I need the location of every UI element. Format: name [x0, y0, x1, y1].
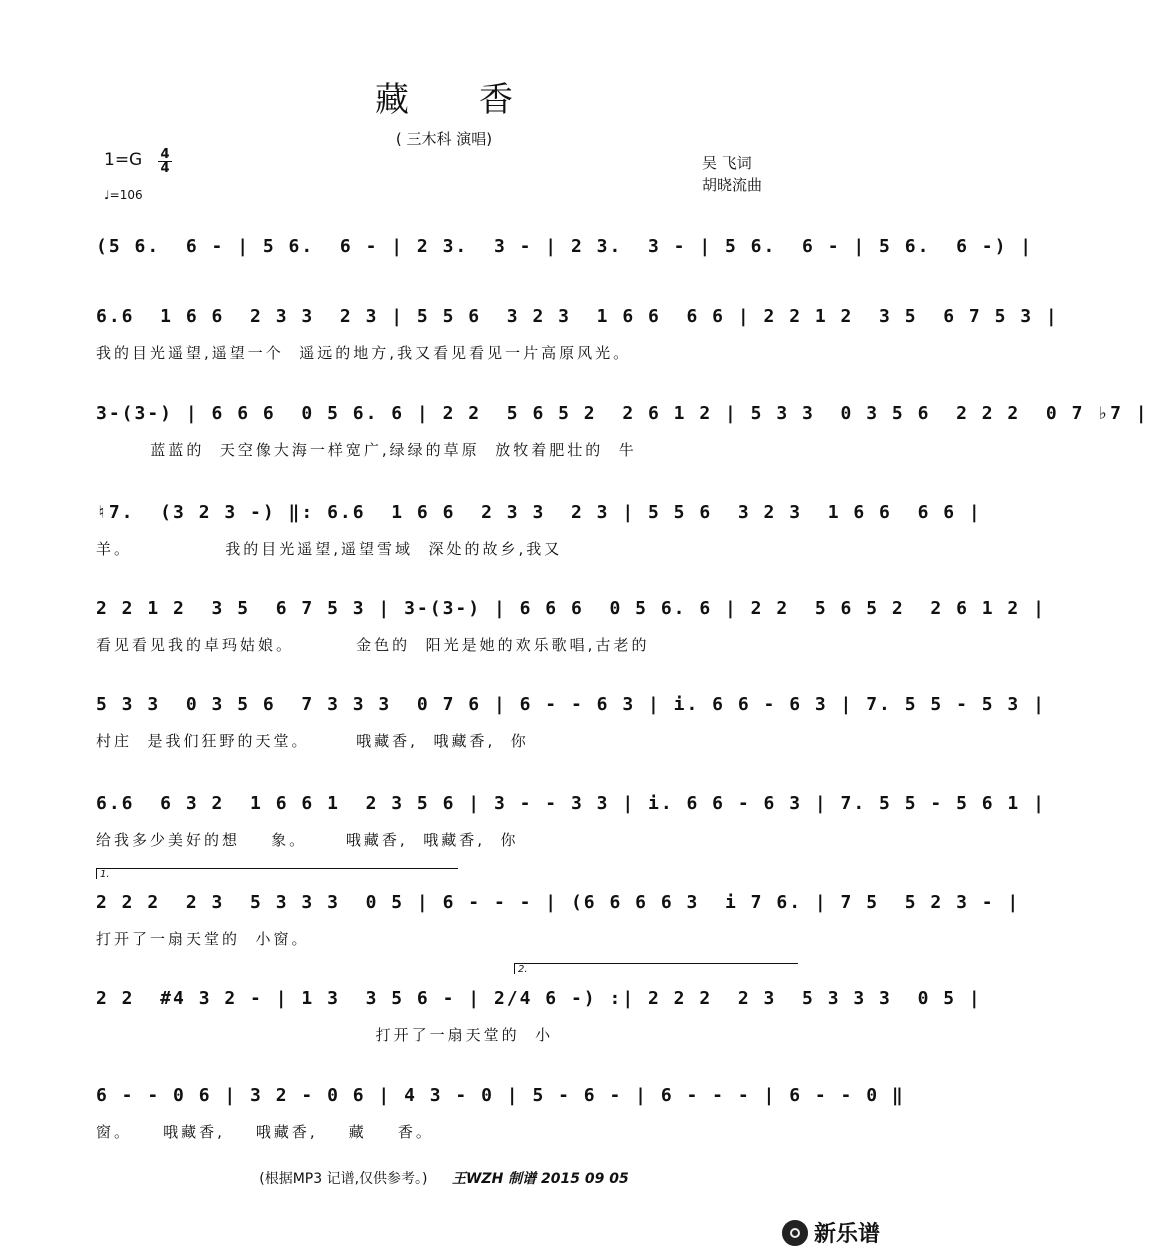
- performer-note: ( 三木科 演唱): [395, 130, 493, 148]
- song-title: 藏香: [375, 80, 583, 120]
- score-row-2: [96, 306, 1059, 362]
- score-row-3: [96, 403, 1149, 459]
- notation-line: 2 2 2 2 3 5 3 3 3 0 5 | 6 - - - | (6 6 6 6 3 i 7 6. | 7 5 5 2 3 - |: [96, 892, 1021, 913]
- lyric-line: 给我多少美好的想 象。 哦藏香, 哦藏香, 你: [96, 831, 519, 849]
- first-ending-bracket: 1.: [96, 868, 458, 879]
- notation-line: 6.6 6 3 2 1 6 6 1 2 3 5 6 | 3 - - 3 3 | i. 6 6 - 6 3 | 7. 5 5 - 5 6 1 |: [96, 793, 1046, 814]
- lyric-line: 我的目光遥望,遥望一个 遥远的地方,我又看见看见一片高原风光。: [96, 344, 632, 362]
- notation-line: (5 6. 6 - | 5 6. 6 - | 2 3. 3 - | 2 3. 3 - | 5 6. 6 - | 5 6. 6 -) |: [96, 236, 1034, 257]
- transcriber-mark: 王WZH 制谱 2015 09 05: [451, 1171, 629, 1187]
- score-row-5: [96, 598, 1046, 654]
- score-row-9: [96, 988, 982, 1044]
- lyric-line: 看见看见我的卓玛姑娘。 金色的 阳光是她的欢乐歌唱,古老的: [96, 636, 650, 654]
- key-signature: 1=G: [104, 150, 143, 170]
- notation-line: 6.6 1 6 6 2 3 3 2 3 | 5 5 6 3 2 3 1 6 6 6 6 | 2 2 1 2 3 5 6 7 5 3 |: [96, 306, 1059, 327]
- lyric-line: 打开了一扇天堂的 小: [96, 1026, 554, 1044]
- lyric-line: 窗。 哦藏香, 哦藏香, 藏 香。: [96, 1123, 434, 1141]
- footer-note: [0, 1168, 888, 1188]
- score-row-1: [96, 236, 1034, 262]
- score-row-7: [96, 793, 1046, 849]
- transcription-note: (根据MP3 记谱,仅供参考。): [259, 1171, 428, 1187]
- lyric-line: 蓝蓝的 天空像大海一样宽广,绿绿的草原 放牧着肥壮的 牛: [96, 441, 637, 459]
- score-row-10: [96, 1085, 905, 1141]
- time-numerator: 4: [158, 148, 172, 162]
- notation-line: 3-(3-) | 6 6 6 0 5 6. 6 | 2 2 5 6 5 2 2 6 1 2 | 5 3 3 0 3 5 6 2 2 2 0 7 ♭7 |: [96, 403, 1149, 424]
- notation-line: ♮7. (3 2 3 -) ‖: 6.6 1 6 6 2 3 3 2 3 | 5 5 6 3 2 3 1 6 6 6 6 |: [96, 502, 982, 523]
- score-row-6: [96, 694, 1046, 750]
- second-ending-bracket: 2.: [514, 963, 798, 974]
- notation-line: 6 - - 0 6 | 3 2 - 0 6 | 4 3 - 0 | 5 - 6 - | 6 - - - | 6 - - 0 ‖: [96, 1085, 905, 1106]
- composer-credit: 胡晓流曲: [702, 176, 763, 194]
- notation-line: 5 3 3 0 3 5 6 7 3 3 3 0 7 6 | 6 - - 6 3 | i. 6 6 - 6 3 | 7. 5 5 - 5 3 |: [96, 694, 1046, 715]
- tempo-mark: ♩=106: [104, 188, 143, 202]
- lyric-line: 村庄 是我们狂野的天堂。 哦藏香, 哦藏香, 你: [96, 732, 529, 750]
- notation-line: 2 2 #4 3 2 - | 1 3 3 5 6 - | 2/4 6 -) :| 2 2 2 2 3 5 3 3 3 0 5 |: [96, 988, 982, 1009]
- notation-line: 2 2 1 2 3 5 6 7 5 3 | 3-(3-) | 6 6 6 0 5 6. 6 | 2 2 5 6 5 2 2 6 1 2 |: [96, 598, 1046, 619]
- time-signature: [158, 148, 172, 175]
- logo-text: 新乐谱: [813, 1222, 880, 1247]
- score-row-4: [96, 502, 982, 558]
- lyricist-credit: 吴 飞词: [702, 154, 752, 172]
- disc-icon: [782, 1220, 808, 1246]
- time-denominator: 4: [160, 161, 170, 176]
- lyric-line: 打开了一扇天堂的 小窗。: [96, 930, 310, 948]
- lyric-line: 羊。 我的目光遥望,遥望雪域 深处的故乡,我又: [96, 540, 563, 558]
- score-row-8: [96, 892, 1021, 948]
- site-logo[interactable]: [782, 1217, 880, 1248]
